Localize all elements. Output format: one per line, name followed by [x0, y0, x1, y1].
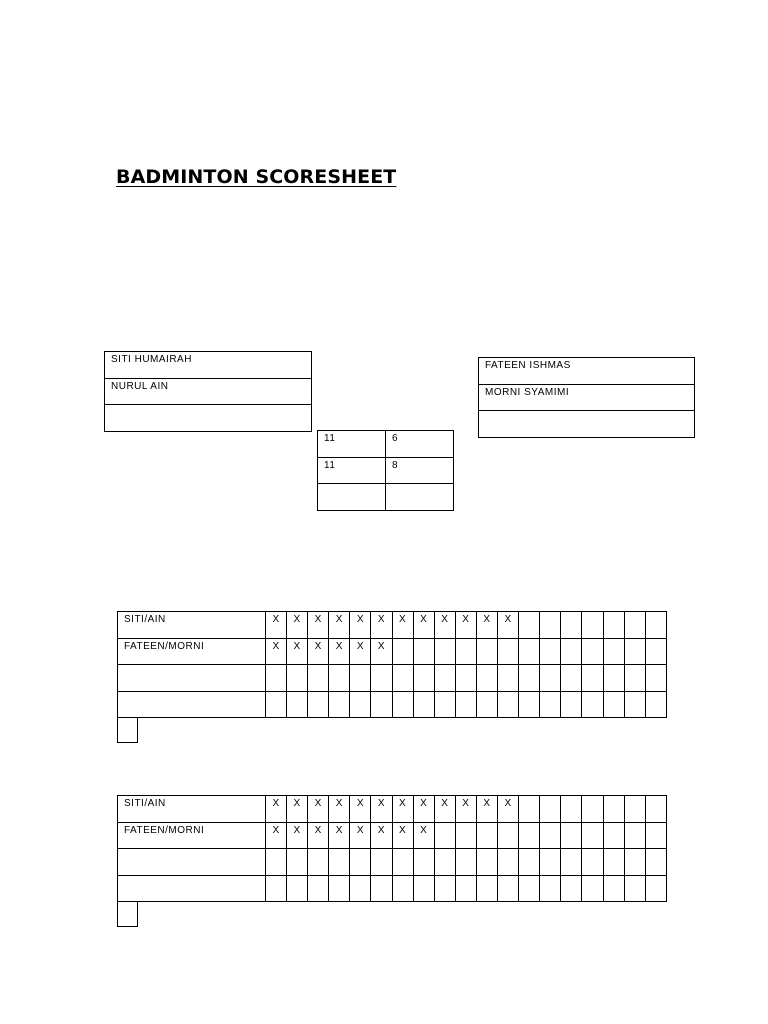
rally-point-cell: X [329, 612, 350, 639]
score-table [317, 430, 454, 511]
rally-point-cell [392, 849, 413, 876]
rally-point-cell [519, 612, 540, 639]
rally-point-cell [561, 875, 582, 902]
rally-point-cell [603, 612, 624, 639]
rally-point-cell [603, 822, 624, 849]
rally-point-cell [455, 691, 476, 718]
rally-point-cell [476, 875, 497, 902]
rally-point-cell [519, 638, 540, 665]
rally-point-cell [498, 691, 519, 718]
rally-point-cell [561, 665, 582, 692]
rally-point-cell [645, 875, 666, 902]
rally-point-cell [287, 849, 308, 876]
rally-point-cell [561, 638, 582, 665]
rally-point-cell [540, 796, 561, 823]
rally-point-cell: X [350, 796, 371, 823]
page-title: BADMINTON SCORESHEET [116, 166, 397, 188]
rally-point-cell: X [350, 612, 371, 639]
rally-point-cell [498, 665, 519, 692]
rally-row [118, 796, 667, 823]
rally-row [118, 612, 667, 639]
rally-point-cell [455, 822, 476, 849]
rally-point-cell [413, 875, 434, 902]
rally-point-cell [645, 849, 666, 876]
rally-point-cell [582, 665, 603, 692]
rally-point-cell [266, 691, 287, 718]
rally-point-cell: X [266, 638, 287, 665]
score-game3-right [386, 484, 454, 511]
rally-point-cell: X [392, 612, 413, 639]
rally-row-name: SITI/AIN [118, 796, 266, 823]
rally-point-cell: X [413, 796, 434, 823]
rally-point-cell [603, 638, 624, 665]
team-left-table [104, 351, 312, 432]
rally-row-name [118, 875, 266, 902]
rally-point-cell [371, 875, 392, 902]
rally-point-cell [582, 849, 603, 876]
rally-point-cell [329, 849, 350, 876]
rally-point-cell [308, 849, 329, 876]
rally-row-name: FATEEN/MORNI [118, 822, 266, 849]
rally-point-cell: X [308, 612, 329, 639]
rally-point-cell [519, 665, 540, 692]
rally-point-cell [582, 875, 603, 902]
rally-point-cell [519, 849, 540, 876]
rally-point-cell: X [455, 796, 476, 823]
rally-point-cell [413, 849, 434, 876]
rally-point-cell [645, 822, 666, 849]
rally-point-cell [519, 875, 540, 902]
rally-point-cell [476, 822, 497, 849]
rally-point-cell: X [308, 822, 329, 849]
rally-point-cell: X [498, 612, 519, 639]
team-left-player-1: SITI HUMAIRAH [105, 352, 312, 379]
rally-point-cell [519, 822, 540, 849]
rally-point-cell [308, 875, 329, 902]
rally-point-cell: X [413, 612, 434, 639]
rally-point-cell: X [266, 796, 287, 823]
rally-point-cell [624, 822, 645, 849]
rally-row-name [118, 665, 266, 692]
rally-point-cell: X [350, 822, 371, 849]
rally-row [118, 849, 667, 876]
score-game2-left: 11 [318, 457, 386, 484]
rally-point-cell [624, 796, 645, 823]
rally-point-cell [476, 691, 497, 718]
rally-point-cell [645, 691, 666, 718]
rally-point-cell [455, 665, 476, 692]
rally-point-cell [540, 612, 561, 639]
rally-point-cell [645, 612, 666, 639]
rally-table-game-1 [117, 611, 667, 718]
rally-point-cell [624, 612, 645, 639]
rally-point-cell: X [392, 796, 413, 823]
rally-point-cell [645, 665, 666, 692]
rally-point-cell [287, 665, 308, 692]
rally-point-cell [645, 796, 666, 823]
rally-point-cell [266, 849, 287, 876]
score-game2-right: 8 [386, 457, 454, 484]
rally-row-name: SITI/AIN [118, 612, 266, 639]
rally-point-cell [519, 691, 540, 718]
rally-point-cell [329, 665, 350, 692]
team-right-blank [479, 411, 695, 438]
rally-point-cell: X [434, 796, 455, 823]
rally-point-cell [434, 665, 455, 692]
team-right-table [478, 357, 695, 438]
rally-point-cell: X [371, 822, 392, 849]
rally-point-cell [603, 796, 624, 823]
rally-point-cell [371, 849, 392, 876]
rally-table-game-2 [117, 795, 667, 902]
rally-point-cell [371, 665, 392, 692]
rally-point-cell [350, 691, 371, 718]
rally-point-cell [540, 691, 561, 718]
rally-point-cell [603, 691, 624, 718]
rally-point-cell [287, 875, 308, 902]
rally-point-cell [561, 691, 582, 718]
rally-point-cell: X [350, 638, 371, 665]
rally-point-cell [476, 849, 497, 876]
rally-point-cell [561, 822, 582, 849]
rally-point-cell: X [308, 638, 329, 665]
rally-row-name: FATEEN/MORNI [118, 638, 266, 665]
rally-point-cell [476, 665, 497, 692]
rally-point-cell: X [371, 612, 392, 639]
rally-point-cell: X [498, 796, 519, 823]
rally-point-cell: X [392, 822, 413, 849]
rally-point-cell [413, 665, 434, 692]
rally-point-cell [476, 638, 497, 665]
rally-point-cell [350, 849, 371, 876]
rally-point-cell [603, 875, 624, 902]
rally-point-cell: X [413, 822, 434, 849]
rally-point-cell: X [476, 796, 497, 823]
rally-point-cell [582, 612, 603, 639]
rally-point-cell [624, 691, 645, 718]
rally-point-cell [624, 638, 645, 665]
rally-point-cell: X [287, 796, 308, 823]
rally-point-cell: X [329, 638, 350, 665]
rally-point-cell [266, 875, 287, 902]
rally-point-cell: X [455, 612, 476, 639]
rally-point-cell [498, 638, 519, 665]
rally-point-cell [434, 822, 455, 849]
rally-row [118, 822, 667, 849]
rally-point-cell: X [329, 796, 350, 823]
rally-point-cell [329, 875, 350, 902]
rally-point-cell [392, 875, 413, 902]
rally-point-cell: X [266, 822, 287, 849]
rally-point-cell [308, 665, 329, 692]
rally-point-cell [329, 691, 350, 718]
rally-point-cell [582, 796, 603, 823]
rally-point-cell: X [308, 796, 329, 823]
rally-point-cell [540, 665, 561, 692]
rally-point-cell [308, 691, 329, 718]
rally-row [118, 665, 667, 692]
rally-point-cell [392, 691, 413, 718]
rally-point-cell: X [371, 638, 392, 665]
rally-point-cell [434, 875, 455, 902]
rally-point-cell: X [287, 638, 308, 665]
rally-point-cell: X [329, 822, 350, 849]
rally-point-cell [603, 849, 624, 876]
score-game1-right: 6 [386, 431, 454, 458]
rally-point-cell [561, 612, 582, 639]
rally-point-cell [519, 796, 540, 823]
rally-point-cell: X [287, 612, 308, 639]
rally-point-cell [392, 665, 413, 692]
rally-point-cell [434, 691, 455, 718]
rally-point-cell [266, 665, 287, 692]
rally-point-cell [561, 796, 582, 823]
rally-point-cell [498, 822, 519, 849]
rally-row [118, 638, 667, 665]
score-game3-left [318, 484, 386, 511]
rally-point-cell [455, 849, 476, 876]
rally-point-cell [392, 638, 413, 665]
rally-point-cell: X [266, 612, 287, 639]
rally-point-cell [434, 849, 455, 876]
rally-point-cell [455, 875, 476, 902]
rally-point-cell [350, 665, 371, 692]
rally-row [118, 691, 667, 718]
rally-point-cell: X [476, 612, 497, 639]
rally-point-cell [434, 638, 455, 665]
game-2-box [117, 901, 138, 927]
game-1-box [117, 717, 138, 743]
rally-point-cell [498, 849, 519, 876]
rally-point-cell [413, 691, 434, 718]
rally-point-cell [350, 875, 371, 902]
team-right-player-1: FATEEN ISHMAS [479, 358, 695, 385]
rally-point-cell: X [287, 822, 308, 849]
rally-row-name [118, 691, 266, 718]
rally-point-cell [645, 638, 666, 665]
rally-point-cell [540, 875, 561, 902]
rally-point-cell [582, 822, 603, 849]
rally-point-cell [540, 638, 561, 665]
rally-point-cell [603, 665, 624, 692]
rally-point-cell [498, 875, 519, 902]
team-left-player-2: NURUL AIN [105, 378, 312, 405]
rally-point-cell [455, 638, 476, 665]
rally-point-cell: X [434, 612, 455, 639]
rally-row-name [118, 849, 266, 876]
rally-row [118, 875, 667, 902]
rally-point-cell [287, 691, 308, 718]
rally-point-cell [624, 665, 645, 692]
rally-point-cell [413, 638, 434, 665]
score-game1-left: 11 [318, 431, 386, 458]
rally-point-cell: X [371, 796, 392, 823]
rally-point-cell [561, 849, 582, 876]
rally-point-cell [624, 849, 645, 876]
rally-point-cell [582, 691, 603, 718]
team-left-blank [105, 405, 312, 432]
team-right-player-2: MORNI SYAMIMI [479, 384, 695, 411]
rally-point-cell [540, 822, 561, 849]
rally-point-cell [371, 691, 392, 718]
rally-point-cell [624, 875, 645, 902]
rally-point-cell [582, 638, 603, 665]
rally-point-cell [540, 849, 561, 876]
